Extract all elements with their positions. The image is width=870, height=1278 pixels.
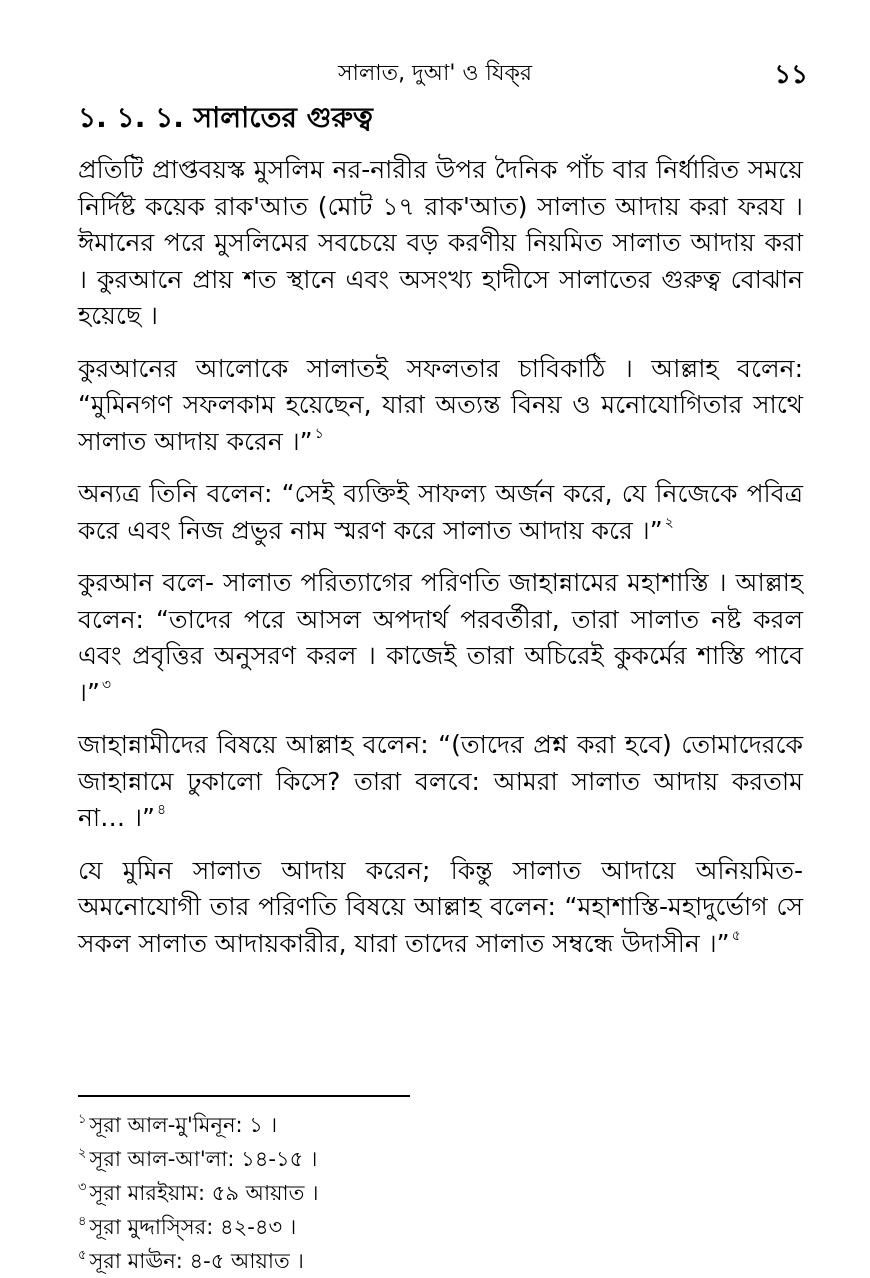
paragraph-text: কুরআনের আলোকে সালাতই সফলতার চাবিকাঠি । আল্লাহ বলেন: “মুমিনগণ সফলকাম হয়েছেন, যারা অত্যন্ত বিনয় ও মনোযোগিতার সাথে সালাত আদায় করেন ।” xyxy=(78,353,803,456)
paragraph-text: প্রতিটি প্রাপ্তবয়স্ক মুসলিম নর-নারীর উপর দৈনিক পাঁচ বার নির্ধারিত সময়ে নির্দিষ্ট কয়েক রাক'আত (মোট ১৭ রাক'আত) সালাত আদায় করা ফরয । ঈমানের পরে মুসলিমের সবচেয়ে বড় করণীয় নিয়মিত সালাত আদায় করা । কুরআনে প্রায় শত স্থানে এবং অসংখ্য হাদীসে সালাতের গুরুত্ব বোঝান হয়েছে । xyxy=(78,155,803,330)
paragraph xyxy=(78,853,803,963)
paragraph xyxy=(78,727,803,837)
section-heading: ১. ১. ১. সালাতের গুরুত্ব xyxy=(78,101,373,134)
footnote-mark: ৪ xyxy=(78,1214,87,1229)
paragraph-text: অন্যত্র তিনি বলেন: “সেই ব্যক্তিই সাফল্য অর্জন করে, যে নিজেকে পবিত্র করে এবং নিজ প্রভুর নাম স্মরণ করে সালাত আদায় করে ।” xyxy=(78,479,803,545)
footnote-text: সূরা মুদ্দাস্সির: ৪২-৪৩ । xyxy=(89,1215,297,1239)
footnote-mark: ২ xyxy=(78,1146,87,1161)
footnote-text: সূরা আল-আ'লা: ১৪-১৫ । xyxy=(89,1147,318,1171)
footnote-divider xyxy=(78,1095,410,1097)
footnote-ref: ২ xyxy=(664,514,674,531)
footnote-text: সূরা আল-মু'মিনূন: ১ । xyxy=(89,1113,278,1137)
footnote xyxy=(78,1142,678,1176)
footnote xyxy=(78,1176,678,1210)
paragraph xyxy=(78,351,803,461)
paragraph-text: কুরআন বলে- সালাত পরিত্যাগের পরিণতি জাহান্নামের মহাশাস্তি । আল্লাহ বলেন: “তাদের পরে আসল অপদার্থ পরবর্তীরা, তারা সালাত নষ্ট করল এবং প্রবৃত্তির অনুসরণ করল । কাজেই তারা অচিরেই কুকর্মের শাস্তি পাবে ।” xyxy=(78,568,803,707)
footnote-ref: ৩ xyxy=(101,676,112,693)
paragraph xyxy=(78,565,803,711)
footnote-mark: ৩ xyxy=(78,1180,87,1195)
footnote xyxy=(78,1244,678,1278)
main-content xyxy=(78,96,803,978)
footnote-ref: ৫ xyxy=(731,927,741,944)
footnote-mark: ১ xyxy=(78,1112,87,1127)
footnote-ref: ৪ xyxy=(157,802,167,818)
running-title: সালাত, দুআ' ও যিক্‌র xyxy=(337,61,533,86)
footnote-text: সূরা মাঊন: ৪-৫ আয়াত । xyxy=(89,1249,304,1273)
footnote-ref: ১ xyxy=(314,425,324,442)
footnote-mark: ৫ xyxy=(78,1248,87,1263)
footnote xyxy=(78,1108,678,1142)
footnote xyxy=(78,1210,678,1244)
paragraph xyxy=(78,476,803,549)
paragraph-text: জাহান্নামীদের বিষয়ে আল্লাহ বলেন: “(তাদের প্রশ্ন করা হবে) তোমাদেরকে জাহান্নামে ঢুকালো কিসে? তারা বলবে: আমরা সালাত আদায় করতাম না… ।” xyxy=(78,730,803,832)
paragraph-text: যে মুমিন সালাত আদায় করেন; কিন্তু সালাত আদায়ে অনিয়মিত-অমনোযোগী তার পরিণতি বিষয়ে আল্লাহ বলেন: “মহাশাস্তি-মহাদুর্ভোগ সে সকল সালাত আদায়কারীর, যারা তাদের সালাত সম্বন্ধে উদাসীন ।” xyxy=(78,855,803,958)
footnote-text: সূরা মারইয়াম: ৫৯ আয়াত । xyxy=(89,1181,319,1205)
footnotes xyxy=(78,1108,678,1278)
page-number: ১১ xyxy=(774,60,808,90)
page-header xyxy=(0,50,870,90)
paragraph xyxy=(78,152,803,335)
